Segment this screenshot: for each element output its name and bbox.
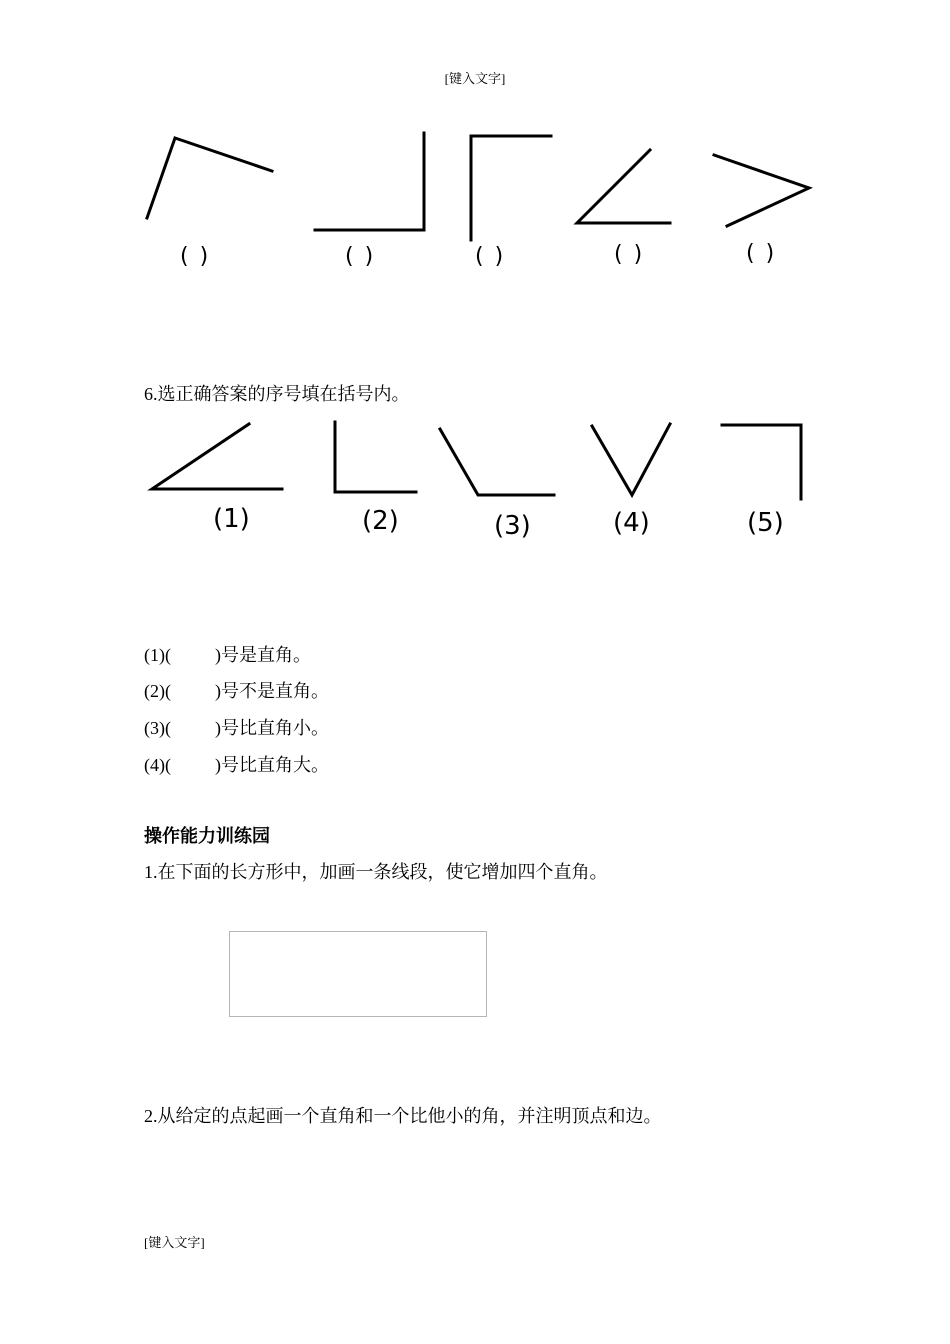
answer-line-4	[144, 753, 329, 777]
top-angle-figure-1	[147, 138, 272, 218]
operation-question-1: 1.在下面的长方形中，加画一条线段，使它增加四个直角。	[144, 862, 608, 882]
answer-2-prefix: (2)(	[144, 681, 171, 701]
top-blank-4[interactable]: ( )	[614, 242, 645, 267]
top-angle-figure-4	[577, 150, 670, 223]
q6-angle-1	[152, 424, 282, 489]
answer-line-3	[144, 716, 329, 740]
question-6-title: 6.选正确答案的序号填在括号内。	[144, 384, 410, 404]
drawing-rectangle[interactable]	[229, 931, 487, 1017]
q6-label-3: (3)	[494, 511, 531, 541]
q6-angle-3	[440, 429, 554, 495]
q6-angle-2	[335, 422, 416, 492]
page-footer: [键入文字]	[144, 1235, 205, 1250]
q6-label-5: (5)	[747, 508, 784, 538]
answer-2-suffix: )号不是直角。	[214, 681, 329, 701]
top-angle-figure-2	[315, 133, 424, 230]
q6-label-1: (1)	[213, 504, 250, 534]
question-6-figures	[0, 400, 950, 520]
answer-4-prefix: (4)(	[144, 755, 171, 775]
q6-angle-5	[722, 425, 801, 499]
answer-1-prefix: (1)(	[144, 645, 171, 665]
top-angle-figure-3	[471, 136, 551, 240]
q6-label-2: (2)	[362, 506, 399, 536]
answer-3-prefix: (3)(	[144, 718, 171, 738]
answer-4-suffix: )号比直角大。	[214, 755, 329, 775]
answer-line-2	[144, 679, 329, 703]
q6-angle-4	[592, 424, 670, 495]
answer-1-suffix: )号是直角。	[214, 645, 311, 665]
answer-line-1	[144, 643, 311, 667]
top-angle-figure-5	[714, 155, 809, 226]
page-header: [键入文字]	[444, 71, 506, 86]
answer-3-suffix: )号比直角小。	[214, 718, 329, 738]
top-blank-3[interactable]: ( )	[475, 244, 506, 269]
top-blank-1[interactable]: ( )	[180, 244, 211, 269]
q6-label-4: (4)	[613, 508, 650, 538]
section-heading: 操作能力训练园	[144, 826, 270, 847]
operation-question-2: 2.从给定的点起画一个直角和一个比他小的角，并注明顶点和边。	[144, 1106, 662, 1126]
top-blank-5[interactable]: ( )	[746, 241, 777, 266]
top-blank-2[interactable]: ( )	[345, 244, 376, 269]
